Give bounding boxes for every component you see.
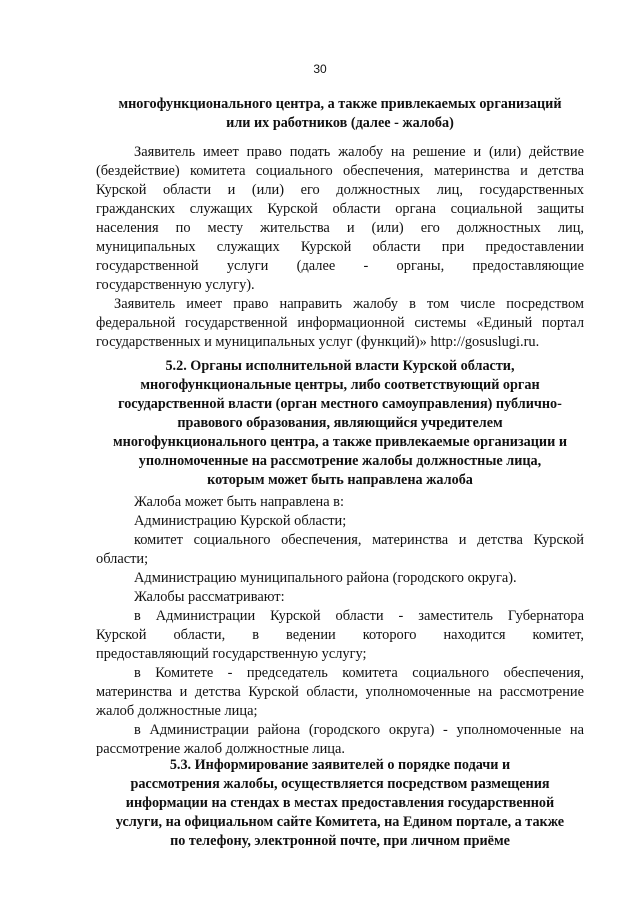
section-heading-continuation: [96, 95, 584, 133]
text-line: Курской области и (или) его должностных лиц, государственных: [96, 182, 584, 198]
heading-line: государственной власти (орган местного самоуправления) публично-: [118, 396, 562, 412]
list-item: комитет социального обеспечения, материнства и детства Курской: [134, 532, 584, 548]
heading-line: информации на стендах в местах предоставления государственной: [125, 795, 555, 811]
text-line: государственных и муниципальных услуг (функций)» http://gosuslugi.ru.: [96, 334, 540, 350]
text-line: (бездействие) комитета социального обеспечения, материнства и детства: [96, 163, 584, 179]
heading-line: многофункциональные центры, либо соответствующий орган: [140, 377, 540, 393]
heading-line: или их работников (далее - жалоба): [226, 115, 454, 131]
text-line: Жалоба может быть направлена в:: [134, 494, 344, 510]
heading-line: 5.2. Органы исполнительной власти Курской области,: [165, 358, 515, 374]
text-line: Курской области, в ведении которого находится комитет,: [96, 627, 584, 643]
paragraph-complaint-right: [96, 143, 584, 295]
heading-line: которым может быть направлена жалоба: [207, 472, 473, 488]
text-line: государственной услуги (далее - органы, предоставляющие: [96, 258, 584, 274]
text-line: предоставляющий государственную услугу;: [96, 646, 367, 662]
list-item: Администрацию муниципального района (городского округа).: [134, 570, 517, 586]
complaint-recipients: [96, 493, 584, 759]
heading-line: правового образования, являющийся учредителем: [177, 415, 503, 431]
heading-line: многофункционального центра, а также привлекаемые организации и: [113, 434, 567, 450]
paragraph-portal: [96, 295, 584, 352]
text-line: гражданских служащих Курской области органа социальной защиты: [96, 201, 584, 217]
text-line: федеральной государственной информационной системы «Единый портал: [96, 315, 584, 331]
page-number: 30: [313, 62, 327, 76]
heading-line: 5.3. Информирование заявителей о порядке подачи и: [169, 757, 511, 773]
heading-line: многофункционального центра, а также привлекаемых организаций: [118, 96, 562, 112]
text-line: муниципальных служащих Курской области при предоставлении: [96, 239, 584, 255]
list-item: в Администрации района (городского округа) - уполномоченные на: [134, 722, 584, 738]
text-line: жалоб должностные лица;: [96, 703, 258, 719]
heading-line: рассмотрения жалобы, осуществляется посредством размещения: [130, 776, 550, 792]
list-item: в Комитете - председатель комитета социального обеспечения,: [134, 665, 584, 681]
list-item: в Администрации Курской области - заместитель Губернатора: [134, 608, 584, 624]
text-line: населения по месту жительства и (или) его должностных лиц,: [96, 220, 584, 236]
heading-line: по телефону, электронной почте, при личном приёме: [170, 833, 510, 849]
heading-line: услуги, на официальном сайте Комитета, на Едином портале, а также: [115, 814, 565, 830]
list-item: Администрацию Курской области;: [134, 513, 347, 529]
section-heading-5-3: [96, 756, 584, 851]
heading-line: уполномоченные на рассмотрение жалобы должностные лица,: [138, 453, 542, 469]
text-line: государственную услугу).: [96, 277, 255, 293]
text-line: рассмотрение жалоб должностные лица.: [96, 741, 345, 757]
text-line: Заявитель имеет право подать жалобу на решение и (или) действие: [134, 144, 584, 160]
text-line: материнства и детства Курской области, уполномоченные на рассмотрение: [96, 684, 584, 700]
text-line: Жалобы рассматривают:: [134, 589, 285, 605]
text-line: области;: [96, 551, 149, 567]
section-heading-5-2: [96, 357, 584, 490]
text-line: Заявитель имеет право направить жалобу в том числе посредством: [114, 296, 584, 312]
